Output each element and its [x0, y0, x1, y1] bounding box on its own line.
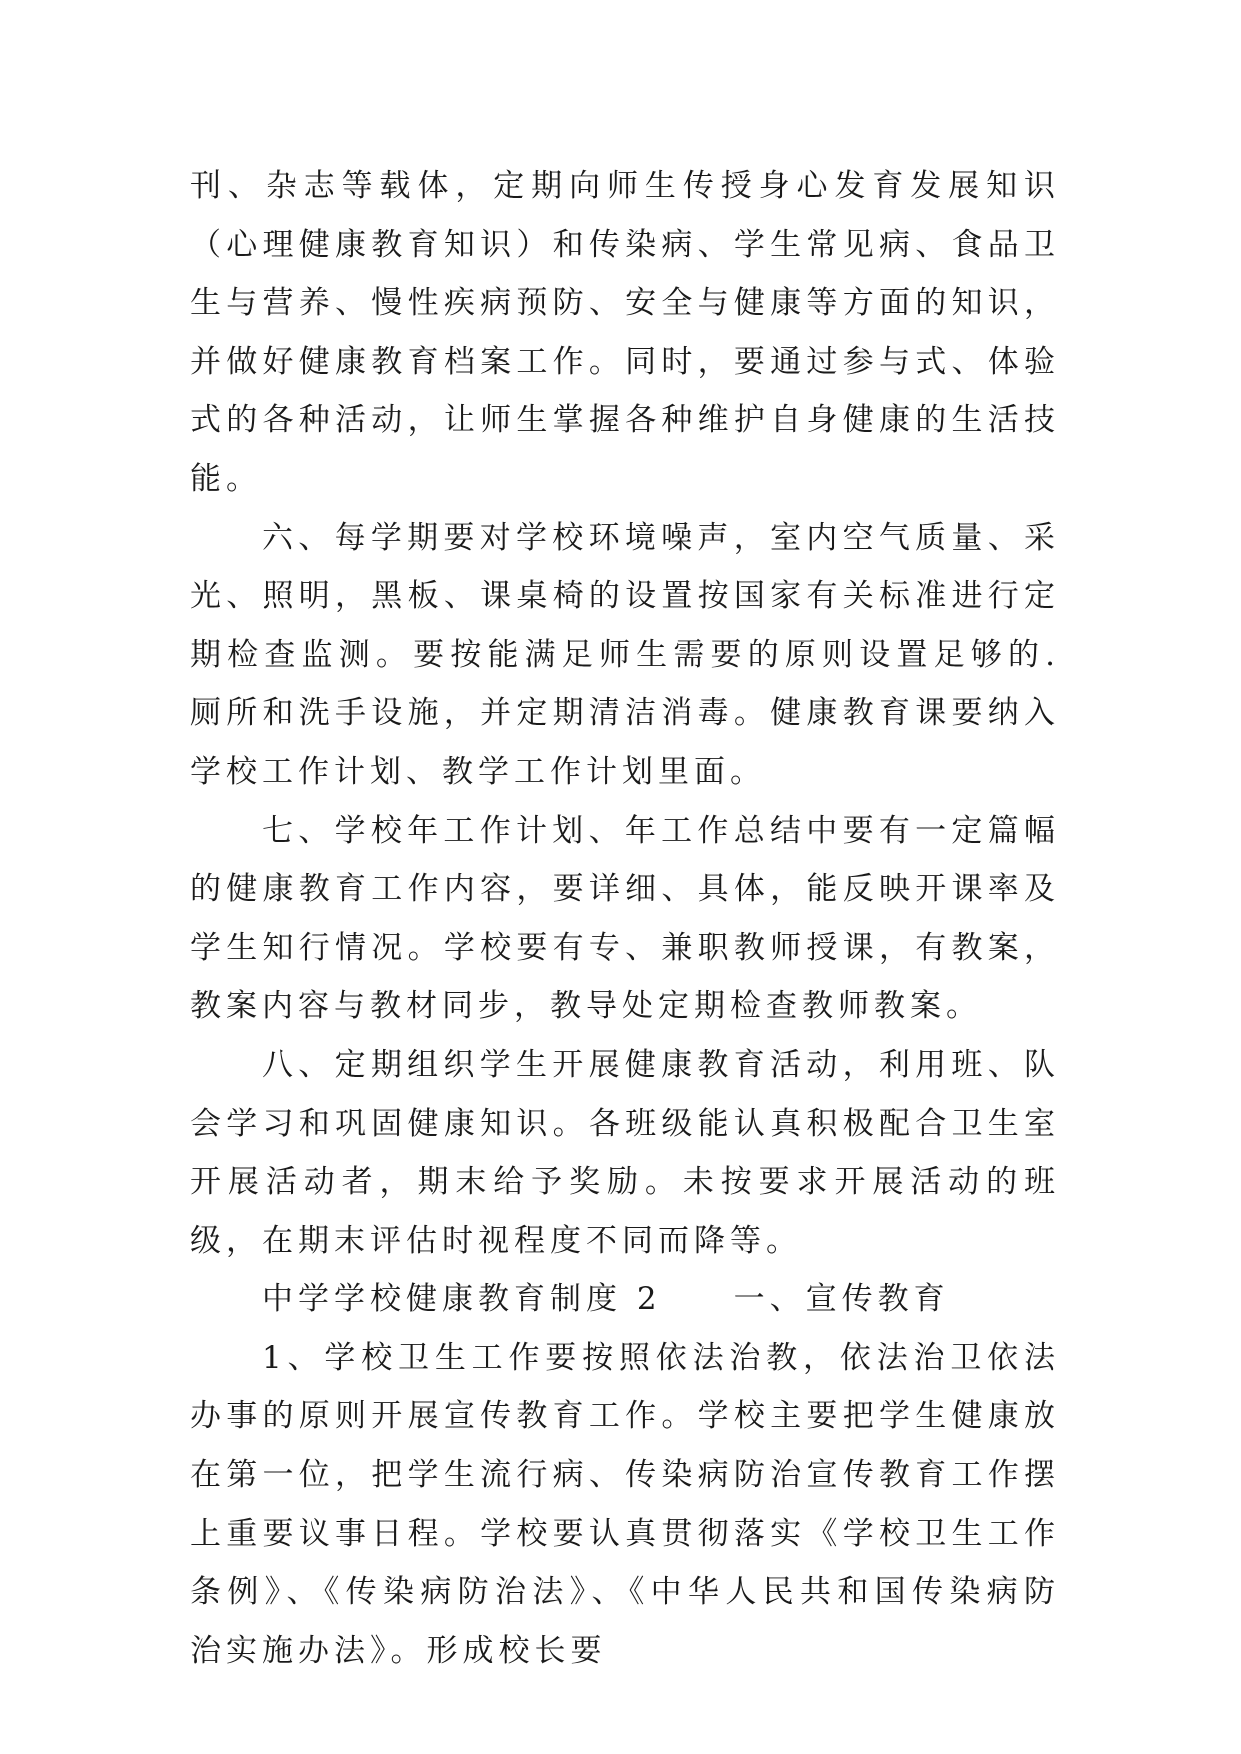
paragraph-6: 六、每学期要对学校环境噪声，室内空气质量、采光、照明，黑板、课桌椅的设置按国家有关标准进行定期检查监测。要按能满足师生需要的原则设置足够的.厕所和洗手设施，并定期清洁消毒。健康教育课要纳入学校工作计划、教学工作计划里面。	[190, 519, 1060, 790]
paragraph-1: 刊、杂志等载体，定期向师生传授身心发育发展知识（心理健康教育知识）和传染病、学生常见病、食品卫生与营养、慢性疾病预防、安全与健康等方面的知识，并做好健康教育档案工作。同时，要通过参与式、体验式的各种活动，让师生掌握各种维护自身健康的生活技能。	[190, 168, 1060, 497]
paragraph-7: 七、学校年工作计划、年工作总结中要有一定篇幅的健康教育工作内容，要详细、具体，能反映开课率及学生知行情况。学校要有专、兼职教师授课，有教案，教案内容与教材同步，教导处定期检查教师教案。	[190, 812, 1060, 1025]
document-body	[190, 157, 1060, 1680]
paragraph-publicity-1: 1、学校卫生工作要按照依法治教，依法治卫依法办事的原则开展宣传教育工作。学校主要把学生健康放在第一位，把学生流行病、传染病防治宣传教育工作摆上重要议事日程。学校要认真贯彻落实《学校卫生工作条例》、《传染病防治法》、《中华人民共和国传染病防治实施办法》。形成校长要	[190, 1339, 1060, 1669]
paragraph-8: 八、定期组织学生开展健康教育活动，利用班、队会学习和巩固健康知识。各班级能认真积极配合卫生室开展活动者，期末给予奖励。未按要求开展活动的班级，在期末评估时视程度不同而降等。	[190, 1046, 1060, 1259]
section-heading: 中学学校健康教育制度 2 一、宣传教育	[262, 1281, 950, 1318]
